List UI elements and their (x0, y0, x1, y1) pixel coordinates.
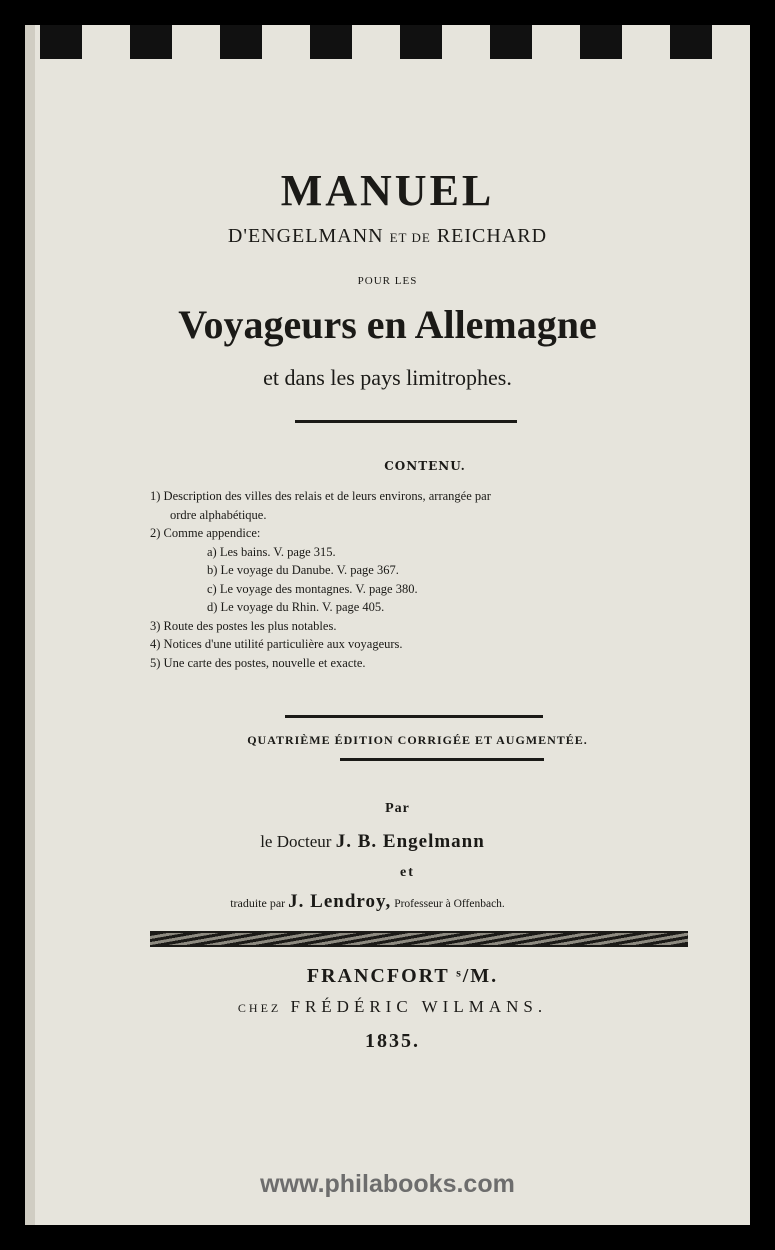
list-item: b) Le voyage du Danube. V. page 367. (207, 563, 399, 577)
imprint-publisher (30, 997, 750, 1017)
imprint-city: FRANCFORT ˢ/M. (306, 965, 499, 987)
binding-tab (580, 25, 622, 59)
binding-tab (40, 25, 82, 59)
translator-line (25, 891, 730, 913)
translator-suffix: Professeur à Offenbach. (394, 898, 505, 910)
author-name: J. B. Engelmann (335, 831, 485, 852)
edition-line: QUATRIÈME ÉDITION CORRIGÉE ET AUGMENTÉE. (247, 733, 588, 747)
main-title: Voyageurs en Allemagne (178, 302, 597, 347)
list-item: a) Les bains. V. page 315. (207, 544, 336, 559)
et-label: et (400, 865, 415, 880)
divider-rule (295, 420, 517, 423)
translator-name: J. Lendroy, (288, 891, 392, 912)
binding-tab (220, 25, 262, 59)
divider-rule (285, 715, 543, 718)
subtitle-name-b: REICHARD (436, 225, 548, 247)
book-subtitle (25, 225, 750, 248)
list-item: 3) Route des postes les plus notables. (150, 618, 337, 633)
subtitle-name-a: D'ENGELMANN (227, 225, 384, 247)
pour-les: POUR LES (357, 275, 418, 287)
spiral-binding (25, 25, 750, 65)
list-item: 4) Notices d'une utilité particulière aux voyageurs. (150, 637, 403, 651)
binding-tab (400, 25, 442, 59)
binding-tab (670, 25, 712, 59)
list-item: 2) Comme appendice: (150, 526, 261, 540)
list-item: d) Le voyage du Rhin. V. page 405. (207, 600, 385, 614)
imprint-chez: CHEZ (237, 1001, 282, 1015)
list-item: 1) Description des villes des relais et de leurs environs, arrangée par (150, 489, 491, 503)
translator-prefix: traduite par (230, 896, 286, 910)
book-title: MANUEL (280, 166, 495, 215)
ornamental-rule (150, 931, 688, 947)
list-item: c) Le voyage des montagnes. V. page 380. (207, 581, 418, 596)
publisher-name: FRÉDÉRIC WILMANS. (290, 997, 548, 1016)
par-label: Par (385, 801, 410, 816)
book-page (25, 25, 750, 1225)
contents-list (150, 487, 690, 672)
contents-heading: CONTENU. (384, 459, 466, 473)
binding-tab (130, 25, 172, 59)
divider-rule (340, 758, 544, 761)
binding-tab (490, 25, 532, 59)
list-item: 5) Une carte des postes, nouvelle et exacte. (150, 655, 366, 670)
author-prefix: le Docteur (260, 832, 332, 851)
watermark: www.philabooks.com (260, 1170, 515, 1198)
subtitle-connector: ET DE (389, 230, 431, 245)
author-line (25, 831, 735, 853)
main-subtitle: et dans les pays limitrophes. (263, 365, 512, 390)
binding-tab (310, 25, 352, 59)
list-item: ordre alphabétique. (170, 507, 267, 522)
imprint-year: 1835. (365, 1030, 420, 1052)
